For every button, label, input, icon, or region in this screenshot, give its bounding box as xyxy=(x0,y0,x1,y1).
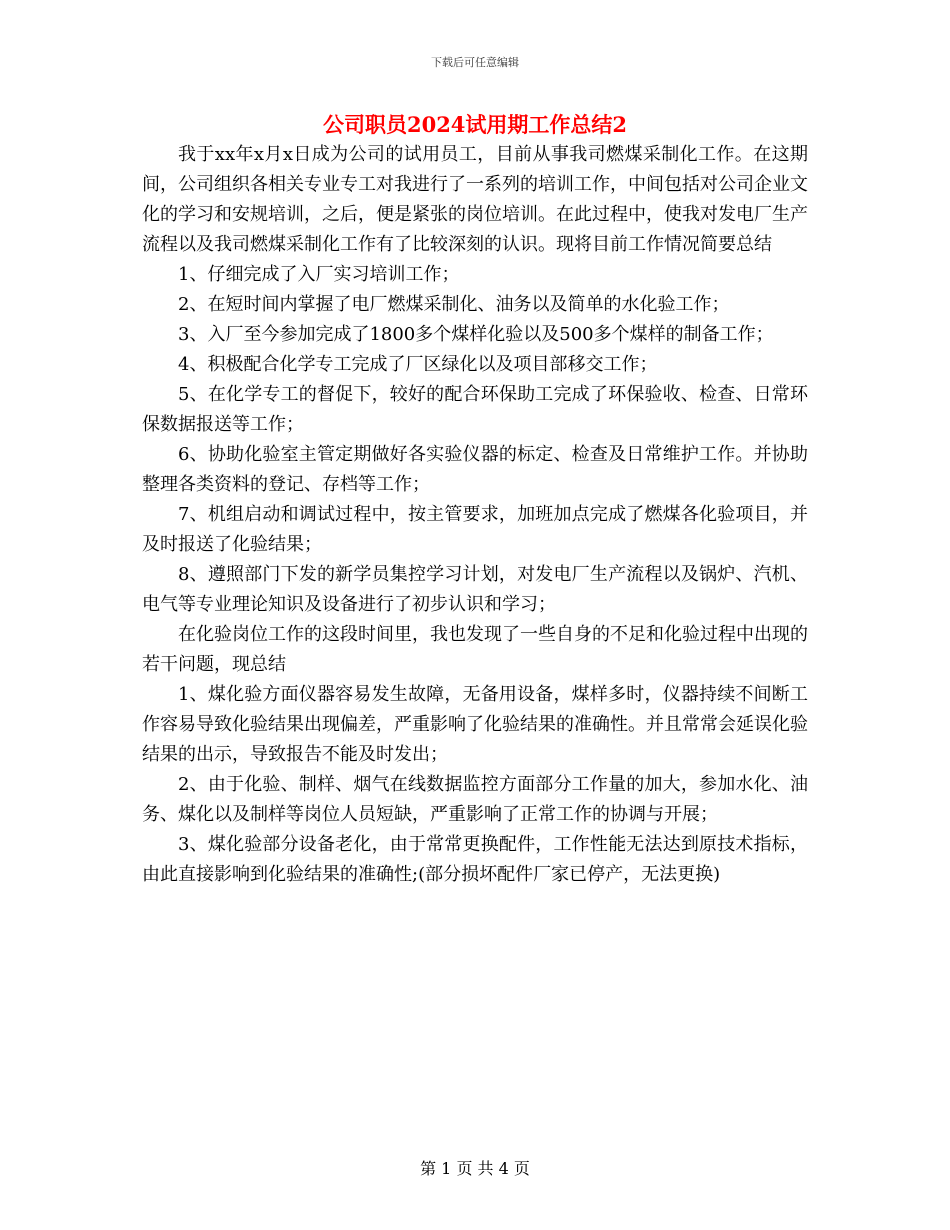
paragraph-item: 6、协助化验室主管定期做好各实验仪器的标定、检查及日常维护工作。并协助整理各类资料的登记、存档等工作； xyxy=(142,444,808,495)
document-title: 公司职员2024试用期工作总结2 xyxy=(322,112,628,137)
paragraph-problem: 2、由于化验、制样、烟气在线数据监控方面部分工作量的加大，参加水化、油务、煤化以及制样等岗位人员短缺，严重影响了正常工作的协调与开展； xyxy=(142,774,808,825)
header-note: 下载后可任意编辑 xyxy=(431,56,519,69)
paragraph-item: 3、入厂至今参加完成了1800多个煤样化验以及500多个煤样的制备工作； xyxy=(178,324,774,345)
paragraph-problem: 1、煤化验方面仪器容易发生故障，无备用设备，煤样多时，仪器持续不间断工作容易导致化验结果出现偏差，严重影响了化验结果的准确性。并且常常会延误化验结果的出示，导致报告不能及时发出； xyxy=(142,684,808,765)
paragraph-intro: 我于xx年x月x日成为公司的试用员工，目前从事我司燃煤采制化工作。在这期间，公司组织各相关专业专工对我进行了一系列的培训工作，中间包括对公司企业文化的学习和安规培训，之后，便是紧张的岗位培训。在此过程中，使我对发电厂生产流程以及我司燃煤采制化工作有了比较深刻的认识。现将目前工作情况简要总结 xyxy=(142,144,808,255)
paragraph-problems-intro: 在化验岗位工作的这段时间里，我也发现了一些自身的不足和化验过程中出现的若干问题，现总结 xyxy=(142,624,808,675)
paragraph-problem: 3、煤化验部分设备老化，由于常常更换配件，工作性能无法达到原技术指标，由此直接影响到化验结果的准确性;(部分损坏配件厂家已停产，无法更换) xyxy=(142,834,808,885)
paragraph-item: 1、仔细完成了入厂实习培训工作； xyxy=(178,264,460,285)
paragraph-item: 2、在短时间内掌握了电厂燃煤采制化、油务以及简单的水化验工作； xyxy=(178,294,730,315)
paragraph-item: 5、在化学专工的督促下，较好的配合环保助工完成了环保验收、检查、日常环保数据报送等工作； xyxy=(142,384,808,435)
paragraph-item: 4、积极配合化学专工完成了厂区绿化以及项目部移交工作； xyxy=(178,354,658,375)
paragraph-item: 7、机组启动和调试过程中，按主管要求，加班加点完成了燃煤各化验项目，并及时报送了化验结果； xyxy=(142,504,808,555)
document-body xyxy=(142,140,808,890)
paragraph-item: 8、遵照部门下发的新学员集控学习计划，对发电厂生产流程以及锅炉、汽机、电气等专业理论知识及设备进行了初步认识和学习； xyxy=(142,564,808,615)
page-footer: 第 1 页 共 4 页 xyxy=(420,1159,530,1178)
